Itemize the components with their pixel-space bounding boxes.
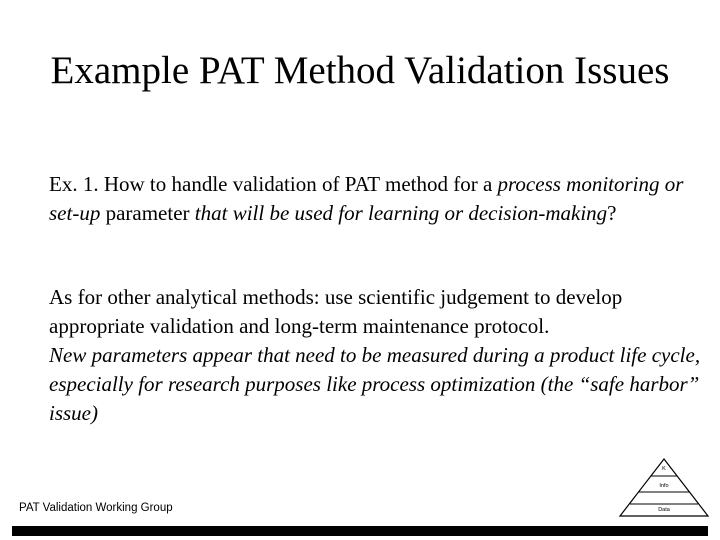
pyramid-middle-label: Info	[659, 483, 669, 489]
pyramid-top-label: K	[662, 466, 666, 472]
footer-bar	[12, 526, 708, 536]
example-text-3: parameter	[100, 201, 195, 225]
example-question	[49, 170, 714, 228]
footer-organization: PAT Validation Working Group	[19, 502, 173, 514]
example-text-1: Ex. 1. How to handle validation of PAT method for a	[49, 172, 498, 196]
note-paragraph: New parameters appear that need to be measured during a product life cycle, especially for research purposes like process optimization (the “safe harbor” issue)	[49, 343, 701, 425]
pyramid-bottom-label: Data	[658, 507, 670, 513]
example-text-4: that will be used for learning or decision-making	[194, 201, 608, 225]
example-text-2: process monitoring or set-up	[49, 172, 684, 225]
knowledge-pyramid-icon	[618, 458, 710, 522]
slide-title: Example PAT Method Validation Issues	[50, 49, 670, 92]
answer-paragraph: As for other analytical methods: use scientific judgement to develop appropriate validation and long-term maintenance protocol.	[49, 285, 623, 338]
example-text-5: ?	[607, 201, 617, 225]
